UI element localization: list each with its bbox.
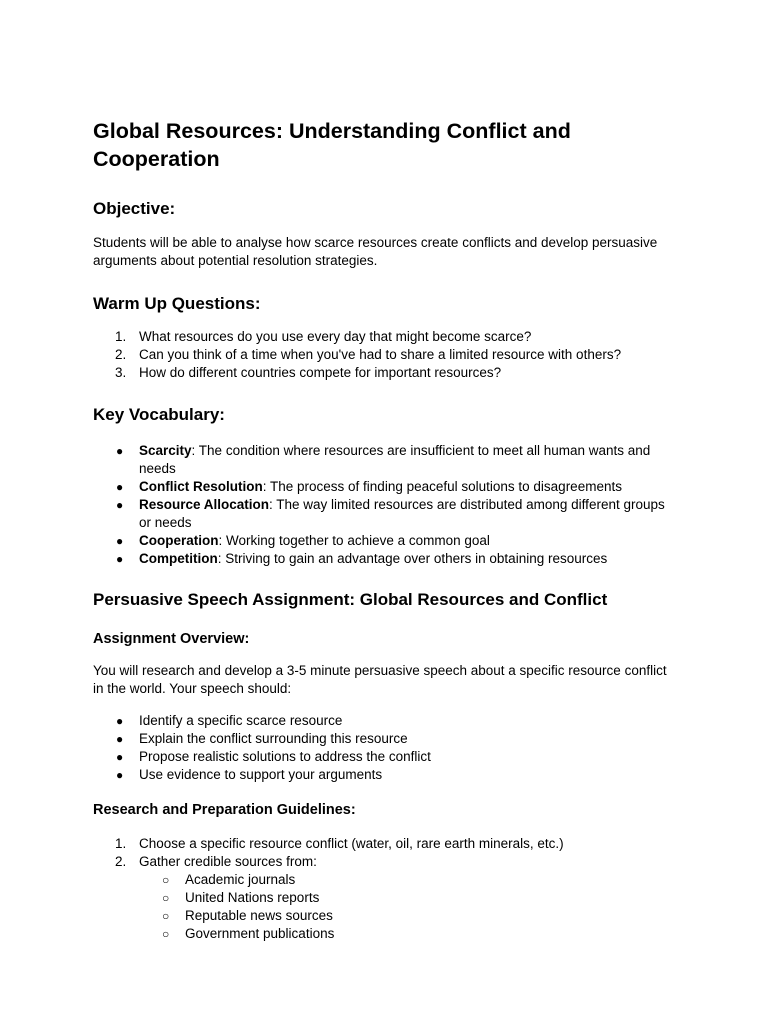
objective-text: Students will be able to analyse how scarce resources create conflicts and develop persuasive arguments about potential resolution strategies. xyxy=(93,235,658,268)
list-item-text: Use evidence to support your arguments xyxy=(139,767,383,782)
list-item-text: Choose a specific resource conflict (water, oil, rare earth minerals, etc.) xyxy=(139,836,564,851)
hollow-bullet-icon: ○ xyxy=(162,873,170,887)
list-item xyxy=(93,889,673,907)
vocabulary-term: Scarcity xyxy=(139,443,192,458)
research-heading: Research and Preparation Guidelines: xyxy=(93,802,356,818)
vocabulary-item xyxy=(93,478,673,496)
list-item xyxy=(93,766,673,784)
sources-list xyxy=(93,871,673,943)
vocabulary-item xyxy=(93,442,673,478)
document-page xyxy=(93,117,673,943)
list-item xyxy=(93,364,673,382)
list-item-text: Explain the conflict surrounding this resource xyxy=(139,731,408,746)
vocabulary-definition: : The process of finding peaceful solutions to disagreements xyxy=(262,479,622,494)
overview-heading: Assignment Overview: xyxy=(93,631,250,647)
list-item xyxy=(93,748,673,766)
list-item xyxy=(93,925,673,943)
list-item-text: What resources do you use every day that might become scarce? xyxy=(139,329,532,344)
list-number: 1. xyxy=(115,329,127,344)
assignment-heading: Persuasive Speech Assignment: Global Resources and Conflict xyxy=(93,590,608,609)
list-item xyxy=(93,853,673,871)
list-item xyxy=(93,328,673,346)
list-item xyxy=(93,907,673,925)
hollow-bullet-icon: ○ xyxy=(162,927,170,941)
list-item-text: Reputable news sources xyxy=(185,908,333,923)
list-number: 1. xyxy=(115,836,127,851)
objective-heading: Objective: xyxy=(93,199,176,218)
vocabulary-item xyxy=(93,496,673,532)
bullet-icon: ● xyxy=(116,750,124,764)
warm-up-list xyxy=(93,328,673,382)
list-number: 2. xyxy=(115,854,127,869)
list-item xyxy=(93,835,673,853)
list-item xyxy=(93,712,673,730)
list-item-text: Academic journals xyxy=(185,872,296,887)
vocabulary-definition: : Working together to achieve a common goal xyxy=(218,533,490,548)
hollow-bullet-icon: ○ xyxy=(162,891,170,905)
vocabulary-definition: : Striving to gain an advantage over others in obtaining resources xyxy=(217,551,608,566)
list-number: 2. xyxy=(115,347,127,362)
vocabulary-definition: : The condition where resources are insufficient to meet all human wants and needs xyxy=(139,443,651,476)
list-item-text: Propose realistic solutions to address the conflict xyxy=(139,749,431,764)
overview-list xyxy=(93,712,673,784)
research-list xyxy=(93,835,673,871)
list-item xyxy=(93,346,673,364)
bullet-icon: ● xyxy=(116,732,124,746)
vocabulary-term: Cooperation xyxy=(139,533,219,548)
overview-text: You will research and develop a 3-5 minute persuasive speech about a specific resource conflict in the world. Your speech should: xyxy=(93,663,667,696)
warm-up-heading: Warm Up Questions: xyxy=(93,294,261,313)
vocabulary-term: Conflict Resolution xyxy=(139,479,263,494)
list-item xyxy=(93,730,673,748)
list-item-text: Government publications xyxy=(185,926,335,941)
bullet-icon: ● xyxy=(116,768,124,782)
list-item-text: Can you think of a time when you've had to share a limited resource with others? xyxy=(139,347,622,362)
vocabulary-term: Competition xyxy=(139,551,218,566)
vocabulary-heading: Key Vocabulary: xyxy=(93,405,225,424)
bullet-icon: ● xyxy=(116,480,124,494)
vocabulary-item xyxy=(93,550,673,568)
list-item-text: Gather credible sources from: xyxy=(139,854,317,869)
list-item-text: Identify a specific scarce resource xyxy=(139,713,343,728)
list-item xyxy=(93,871,673,889)
vocabulary-item xyxy=(93,532,673,550)
vocabulary-list xyxy=(93,442,673,568)
bullet-icon: ● xyxy=(116,534,124,548)
vocabulary-definition: : The way limited resources are distributed among different groups or needs xyxy=(139,497,665,530)
bullet-icon: ● xyxy=(116,498,124,512)
document-title: Global Resources: Understanding Conflict and Cooperation xyxy=(93,119,571,171)
list-item-text: How do different countries compete for important resources? xyxy=(139,365,502,380)
list-item-text: United Nations reports xyxy=(185,890,320,905)
list-number: 3. xyxy=(115,365,127,380)
hollow-bullet-icon: ○ xyxy=(162,909,170,923)
vocabulary-term: Resource Allocation xyxy=(139,497,270,512)
bullet-icon: ● xyxy=(116,552,124,566)
bullet-icon: ● xyxy=(116,714,124,728)
bullet-icon: ● xyxy=(116,444,124,458)
